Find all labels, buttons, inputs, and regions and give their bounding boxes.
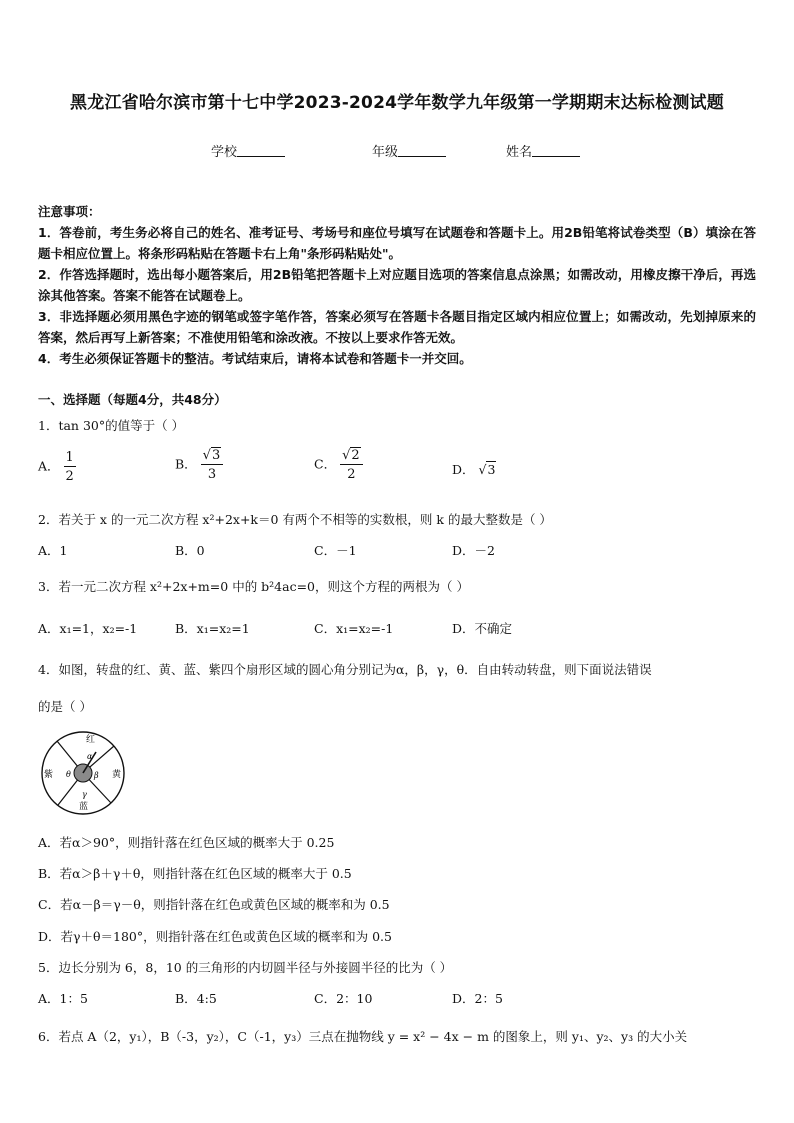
fraction (201, 449, 224, 481)
name-blank[interactable] (532, 144, 580, 157)
question-1-stem: 1．tan 30°的值等于（ ） (38, 418, 185, 433)
q2-option-c[interactable]: C．－1 (314, 543, 357, 558)
question-3-stem: 3．若一元二次方程 x²+2x+m=0 中的 b²4ac=0，则这个方程的两根为（ ） (38, 579, 469, 594)
q1-option-b[interactable] (175, 449, 223, 481)
option-label: D． (452, 462, 475, 477)
red-label: 红 (86, 735, 96, 745)
q5-option-b[interactable]: B．4:5 (175, 991, 217, 1006)
q4-option-a[interactable]: A．若α＞90°，则指针落在红色区域的概率大于 0.25 (38, 835, 335, 850)
grade-field[interactable] (372, 141, 446, 160)
q3-option-b[interactable]: B．x₁=x₂=1 (175, 621, 250, 636)
name-field[interactable] (506, 141, 580, 160)
yellow-label: 黄 (112, 770, 122, 780)
beta-label: β (94, 771, 99, 780)
numerator: √2 (340, 449, 363, 465)
q3-option-d[interactable]: D．不确定 (452, 621, 513, 636)
school-field[interactable] (211, 141, 285, 160)
radicand: 2 (351, 448, 360, 463)
alpha-label: α (87, 752, 93, 761)
grade-label: 年级 (372, 145, 399, 160)
purple-label: 紫 (44, 770, 54, 780)
notice-item: 1．答卷前，考生务必将自己的姓名、准考证号、考场号和座位号填写在试题卷和答题卡上。用2B铅笔将试卷类型（B）填涂在答题卡相应位置上。将条形码粘贴在答题卡右上角"条形码粘贴处"。 (38, 225, 756, 261)
option-label: B． (175, 456, 197, 472)
blue-label: 蓝 (79, 802, 89, 812)
fraction (340, 449, 363, 481)
radicand: 3 (211, 448, 221, 463)
notice-item: 3．非选择题必须用黑色字迹的钢笔或签字笔作答，答案必须写在答题卡各题目指定区域内相应位置上；如需改动，先划掉原来的答案，然后再写上新答案；不准使用铅笔和涂改液。不按以上要求作答无效。 (38, 309, 756, 345)
numerator: √3 (201, 449, 224, 465)
q1-option-c[interactable] (314, 449, 363, 481)
q1-option-d[interactable] (452, 460, 496, 478)
fraction (64, 451, 76, 483)
notice-section (38, 201, 756, 369)
theta-label: θ (66, 770, 71, 779)
spinner-figure (38, 729, 128, 817)
q5-option-a[interactable]: A．1：5 (38, 991, 88, 1006)
grade-blank[interactable] (398, 144, 446, 157)
q3-option-c[interactable]: C．x₁=x₂=-1 (314, 621, 394, 636)
q5-option-d[interactable]: D．2：5 (452, 991, 503, 1006)
question-4-stem: 4．如图，转盘的红、黄、蓝、紫四个扇形区域的圆心角分别记为α，β，γ，θ．自由转动转盘，则下面说法错误 (38, 662, 652, 677)
q2-option-a[interactable]: A．1 (38, 543, 68, 558)
question-4-stem-continued: 的是（ ） (38, 699, 92, 714)
question-2-stem: 2．若关于 x 的一元二次方程 x²+2x+k＝0 有两个不相等的实数根，则 k 的最大整数是（ ） (38, 512, 552, 527)
section-heading: 一、选择题（每题4分，共48分） (38, 392, 227, 407)
q5-option-c[interactable]: C．2：10 (314, 991, 373, 1006)
q1-option-a[interactable] (38, 451, 76, 483)
notice-heading: 注意事项： (38, 204, 101, 219)
question-6-stem: 6．若点 A（2，y₁），B（-3，y₂），C（-1，y₃）三点在抛物线 y = x² − 4x − m 的图象上，则 y₁、y₂、y₃ 的大小关 (38, 1029, 688, 1044)
q2-option-d[interactable]: D．－2 (452, 543, 495, 558)
notice-item: 2．作答选择题时，选出每小题答案后，用2B铅笔把答题卡上对应题目选项的答案信息点涂黑；如需改动，用橡皮擦干净后，再选涂其他答案。答案不能答在试题卷上。 (38, 267, 756, 303)
sqrt-expression: √3 (478, 462, 496, 477)
q4-option-c[interactable]: C．若α－β＝γ－θ，则指针落在红色或黄色区域的概率和为 0.5 (38, 897, 390, 912)
denominator: 3 (207, 467, 217, 482)
notice-item: 4．考生必须保证答题卡的整洁。考试结束后，请将本试卷和答题卡一并交回。 (38, 351, 472, 366)
q2-option-b[interactable]: B．0 (175, 543, 205, 558)
question-5-stem: 5．边长分别为 6，8，10 的三角形的内切圆半径与外接圆半径的比为（ ） (38, 960, 453, 975)
exam-title: 黑龙江省哈尔滨市第十七中学2023-2024学年数学九年级第一学期期末达标检测试题 (70, 93, 724, 113)
q4-option-d[interactable]: D．若γ＋θ＝180°，则指针落在红色或黄色区域的概率和为 0.5 (38, 929, 392, 944)
q3-option-a[interactable]: A．x₁=1，x₂=-1 (38, 621, 138, 636)
option-label: C． (314, 456, 337, 472)
school-label: 学校 (211, 145, 238, 160)
q4-option-b[interactable]: B．若α＞β＋γ＋θ，则指针落在红色区域的概率大于 0.5 (38, 866, 352, 881)
denominator: 2 (347, 467, 356, 482)
option-label: A． (38, 458, 60, 474)
radicand: 3 (487, 462, 496, 477)
numerator: 1 (65, 450, 74, 465)
school-blank[interactable] (237, 144, 285, 157)
denominator: 2 (65, 469, 74, 484)
gamma-label: γ (82, 790, 87, 799)
name-label: 姓名 (506, 145, 533, 160)
